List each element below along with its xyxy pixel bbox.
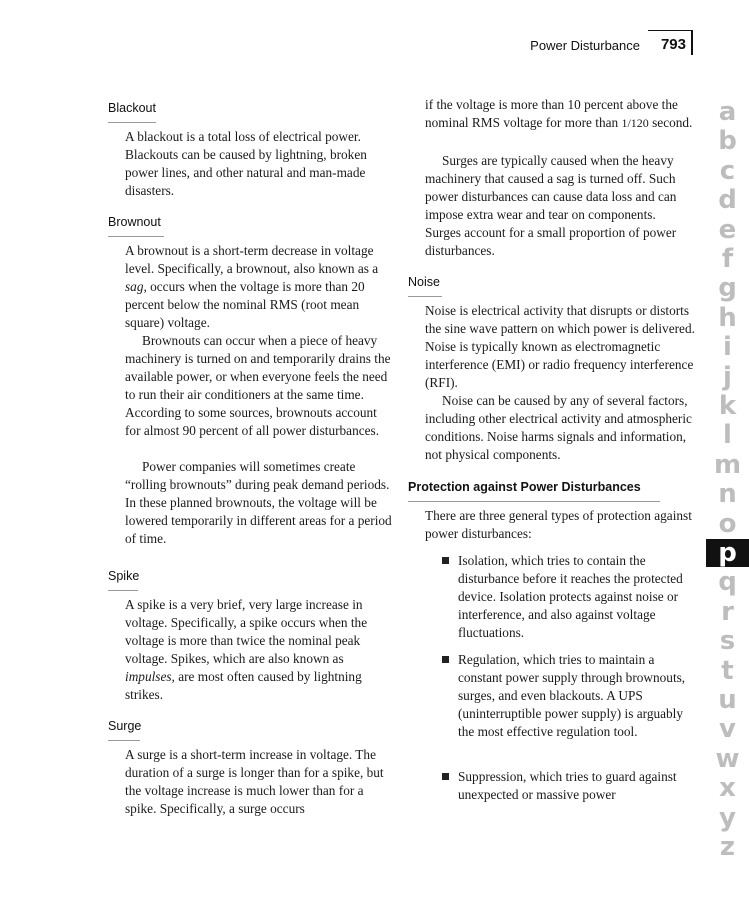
thumb-tab-t: t (721, 655, 734, 686)
thumb-tab-w: w (715, 743, 740, 774)
brownout-term-sag: sag, (125, 279, 147, 294)
paragraph-spike (125, 596, 395, 704)
thumb-tab-z: z (719, 832, 736, 862)
heading-noise: Noise (408, 273, 442, 297)
heading-blackout: Blackout (108, 99, 156, 123)
thumb-tab-n: n (718, 479, 737, 510)
bullet-square-icon (442, 656, 449, 663)
bullet-text: Regulation, which tries to maintain a constant power supply through brownouts, surges, and even blackouts. A UPS (uninterruptible power supply) is arguably the most effective regulation tool. (458, 652, 686, 739)
paragraph-surge-2 (425, 152, 695, 260)
brownout-text-3: Power companies will sometimes create “rolling brownouts” during peak demand periods. In these planned brownouts, the voltage will be lowered temporarily in different areas for a period of time. (125, 459, 392, 546)
paragraph-brownout-1 (125, 242, 395, 332)
heading-protection: Protection against Power Disturbances (408, 478, 660, 502)
surge-text-2: Surges are typically caused when the heavy machinery that caused a sag is turned off. Such power disturbances can cause data loss and can impose extra wear and tear on components. Surges account for a small proportion of power disturbances. (425, 153, 677, 258)
thumb-tab-d: d (718, 185, 737, 216)
bullet-square-icon (442, 773, 449, 780)
paragraph-brownout-2 (125, 332, 395, 440)
paragraph-noise-2 (425, 392, 695, 464)
thumb-tab-u: u (718, 685, 737, 715)
bullet-square-icon (442, 557, 449, 564)
thumb-tab-l: l (723, 420, 732, 451)
thumb-tab-g: g (718, 273, 737, 304)
thumb-tab-h: h (718, 302, 737, 333)
thumb-tab-x: x (719, 773, 736, 804)
thumb-tab-k: k (718, 391, 737, 421)
thumb-tab-j: j (723, 361, 732, 392)
header-rule-horizontal (648, 30, 693, 31)
thumb-tab-a: a (718, 97, 737, 127)
heading-brownout: Brownout (108, 213, 164, 237)
thumb-tab-i: i (723, 332, 732, 363)
heading-spike: Spike (108, 567, 138, 591)
thumb-tab-q: q (718, 567, 737, 598)
noise-text-2: Noise can be caused by any of several factors, including other electrical activity and atmospheric conditions. Noise harms signals and information, not physical components. (425, 393, 692, 462)
thumb-tab-c: c (719, 155, 736, 186)
brownout-text-b: occurs when the voltage is more than 20 percent below the nominal RMS (root mean square) voltage. (125, 279, 365, 330)
paragraph-surge-continued (425, 96, 695, 132)
surge-cont-text-a: if the voltage is more than 10 percent above the nominal RMS voltage for more than (425, 97, 678, 130)
bullet-text: Suppression, which tries to guard against unexpected or massive power (458, 769, 677, 802)
paragraph-brownout-3 (125, 458, 395, 548)
paragraph-noise-1: Noise is electrical activity that disrupts or distorts the sine wave pattern on which power is delivered. Noise is typically known as electromagnetic interference (EMI) or radio frequency interference (RFI). (425, 303, 695, 390)
bullet-text: Isolation, which tries to contain the disturbance before it reaches the protected device. Isolation protects against noise or interference, and also against voltage fluctuations. (458, 553, 683, 640)
paragraph-surge: A surge is a short-term increase in voltage. The duration of a surge is longer than for a spike, but the voltage increase is much lower than for a spike. Specifically, a surge occurs (125, 747, 384, 816)
thumb-tab-f: f (721, 244, 734, 274)
spike-text-a: A spike is a very brief, very large increase in voltage. Specifically, a spike occurs when the voltage is more than twice the nominal peak voltage. Spikes, which are also known as (125, 597, 368, 666)
thumb-tab-v: v (719, 714, 736, 745)
spike-text-b: are most often caused by lightning strikes. (125, 669, 362, 702)
running-header-title: Power Disturbance (530, 38, 640, 53)
thumb-tab-b: b (718, 126, 737, 157)
thumb-tab-r: r (721, 596, 734, 627)
running-header (0, 34, 692, 58)
brownout-text-a: A brownout is a short-term decrease in voltage level. Specifically, a brownout, also known as a (125, 243, 379, 276)
paragraph-protection: There are three general types of protection against power disturbances: (425, 508, 692, 541)
thumb-tab-e: e (718, 214, 737, 245)
spike-term-impulses: impulses, (125, 669, 175, 684)
thumb-tab-p: p (706, 539, 749, 567)
thumb-tab-y: y (719, 802, 736, 833)
thumb-tab-o: o (718, 508, 737, 539)
page-number: 793 (660, 36, 686, 53)
paragraph-blackout: A blackout is a total loss of electrical power. Blackouts can be caused by lightning, broken power lines, and other natural and man-made disasters. (125, 129, 367, 198)
heading-surge: Surge (108, 717, 140, 741)
header-rule-vertical (691, 30, 693, 55)
surge-cont-text-b: second. (648, 115, 693, 130)
thumb-tab-s: s (719, 626, 736, 657)
brownout-text-2: Brownouts can occur when a piece of heavy machinery is turned on and temporarily drains the available power, or when everyone feels the need to run their air conditioners at the same time. According to some sources, brownouts account for almost 90 percent of all power disturbances. (125, 333, 391, 438)
thumb-tab-m: m (713, 449, 742, 480)
surge-fraction: 1/120 (621, 116, 649, 130)
